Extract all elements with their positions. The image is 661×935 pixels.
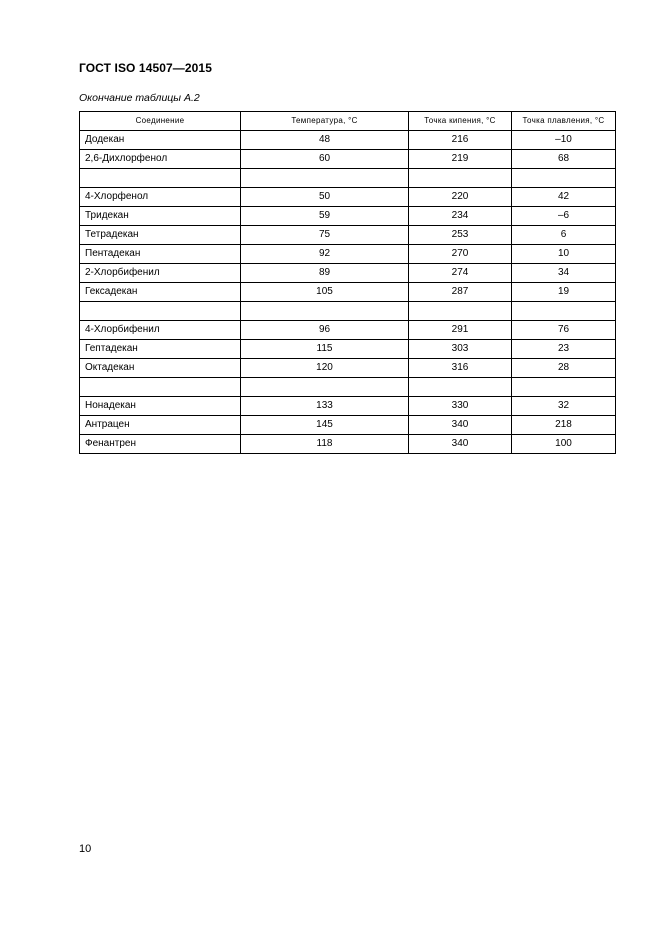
table-row (80, 226, 616, 245)
table-caption: Окончание таблицы А.2 (79, 92, 200, 104)
cell-boiling-point: 316 (409, 359, 512, 378)
cell-temperature (241, 378, 409, 397)
cell-boiling-point (409, 302, 512, 321)
cell-boiling-point: 303 (409, 340, 512, 359)
table-row (80, 359, 616, 378)
cell-melting-point: 32 (512, 397, 616, 416)
cell-melting-point: 28 (512, 359, 616, 378)
table-row (80, 245, 616, 264)
cell-compound: Пентадекан (80, 245, 241, 264)
cell-compound: Гептадекан (80, 340, 241, 359)
cell-melting-point: 100 (512, 435, 616, 454)
compounds-table (79, 111, 616, 454)
cell-compound (80, 302, 241, 321)
cell-compound: Антрацен (80, 416, 241, 435)
table-row (80, 283, 616, 302)
cell-temperature: 118 (241, 435, 409, 454)
table-row (80, 302, 616, 321)
cell-compound: Гексадекан (80, 283, 241, 302)
table-row (80, 435, 616, 454)
cell-melting-point: 34 (512, 264, 616, 283)
cell-boiling-point: 340 (409, 416, 512, 435)
cell-melting-point (512, 302, 616, 321)
cell-boiling-point: 330 (409, 397, 512, 416)
table-row (80, 169, 616, 188)
cell-melting-point: 19 (512, 283, 616, 302)
table-row (80, 397, 616, 416)
table-row (80, 188, 616, 207)
cell-boiling-point: 287 (409, 283, 512, 302)
cell-compound: 2-Хлорбифенил (80, 264, 241, 283)
cell-melting-point: 23 (512, 340, 616, 359)
cell-temperature: 92 (241, 245, 409, 264)
table-row (80, 207, 616, 226)
column-header-temperature: Температура, °С (241, 112, 409, 131)
cell-temperature: 145 (241, 416, 409, 435)
cell-melting-point (512, 169, 616, 188)
cell-compound: 2,6-Дихлорфенол (80, 150, 241, 169)
table-row (80, 340, 616, 359)
table-row (80, 150, 616, 169)
cell-temperature: 50 (241, 188, 409, 207)
cell-boiling-point (409, 169, 512, 188)
table-row (80, 131, 616, 150)
cell-melting-point: –6 (512, 207, 616, 226)
cell-boiling-point: 219 (409, 150, 512, 169)
cell-boiling-point: 253 (409, 226, 512, 245)
column-header-boiling-point: Точка кипения, °С (409, 112, 512, 131)
cell-boiling-point: 216 (409, 131, 512, 150)
page-number: 10 (79, 843, 92, 855)
table-header (80, 112, 616, 131)
cell-temperature: 89 (241, 264, 409, 283)
table-body (80, 131, 616, 454)
cell-boiling-point: 274 (409, 264, 512, 283)
cell-compound (80, 169, 241, 188)
table-row (80, 321, 616, 340)
cell-compound: Нонадекан (80, 397, 241, 416)
table-header-row (80, 112, 616, 131)
cell-compound: Тетрадекан (80, 226, 241, 245)
cell-boiling-point: 340 (409, 435, 512, 454)
cell-temperature (241, 169, 409, 188)
cell-compound: 4-Хлорбифенил (80, 321, 241, 340)
cell-compound: Фенантрен (80, 435, 241, 454)
document-header-title: ГОСТ ISO 14507—2015 (79, 61, 212, 75)
cell-compound: Октадекан (80, 359, 241, 378)
cell-temperature: 120 (241, 359, 409, 378)
column-header-melting-point: Точка плавления, °С (512, 112, 616, 131)
cell-melting-point: 10 (512, 245, 616, 264)
cell-melting-point: –10 (512, 131, 616, 150)
cell-melting-point: 6 (512, 226, 616, 245)
cell-compound: Додекан (80, 131, 241, 150)
cell-melting-point: 218 (512, 416, 616, 435)
column-header-compound: Соединение (80, 112, 241, 131)
table-row (80, 416, 616, 435)
cell-temperature: 60 (241, 150, 409, 169)
cell-boiling-point: 234 (409, 207, 512, 226)
cell-compound: Тридекан (80, 207, 241, 226)
cell-boiling-point (409, 378, 512, 397)
cell-compound (80, 378, 241, 397)
cell-temperature: 115 (241, 340, 409, 359)
cell-temperature: 105 (241, 283, 409, 302)
cell-melting-point: 42 (512, 188, 616, 207)
table-row (80, 378, 616, 397)
cell-temperature (241, 302, 409, 321)
cell-temperature: 75 (241, 226, 409, 245)
cell-temperature: 133 (241, 397, 409, 416)
cell-boiling-point: 291 (409, 321, 512, 340)
cell-temperature: 48 (241, 131, 409, 150)
cell-melting-point: 68 (512, 150, 616, 169)
cell-temperature: 59 (241, 207, 409, 226)
cell-compound: 4-Хлорфенол (80, 188, 241, 207)
cell-boiling-point: 270 (409, 245, 512, 264)
table-row (80, 264, 616, 283)
cell-boiling-point: 220 (409, 188, 512, 207)
cell-melting-point: 76 (512, 321, 616, 340)
cell-melting-point (512, 378, 616, 397)
cell-temperature: 96 (241, 321, 409, 340)
